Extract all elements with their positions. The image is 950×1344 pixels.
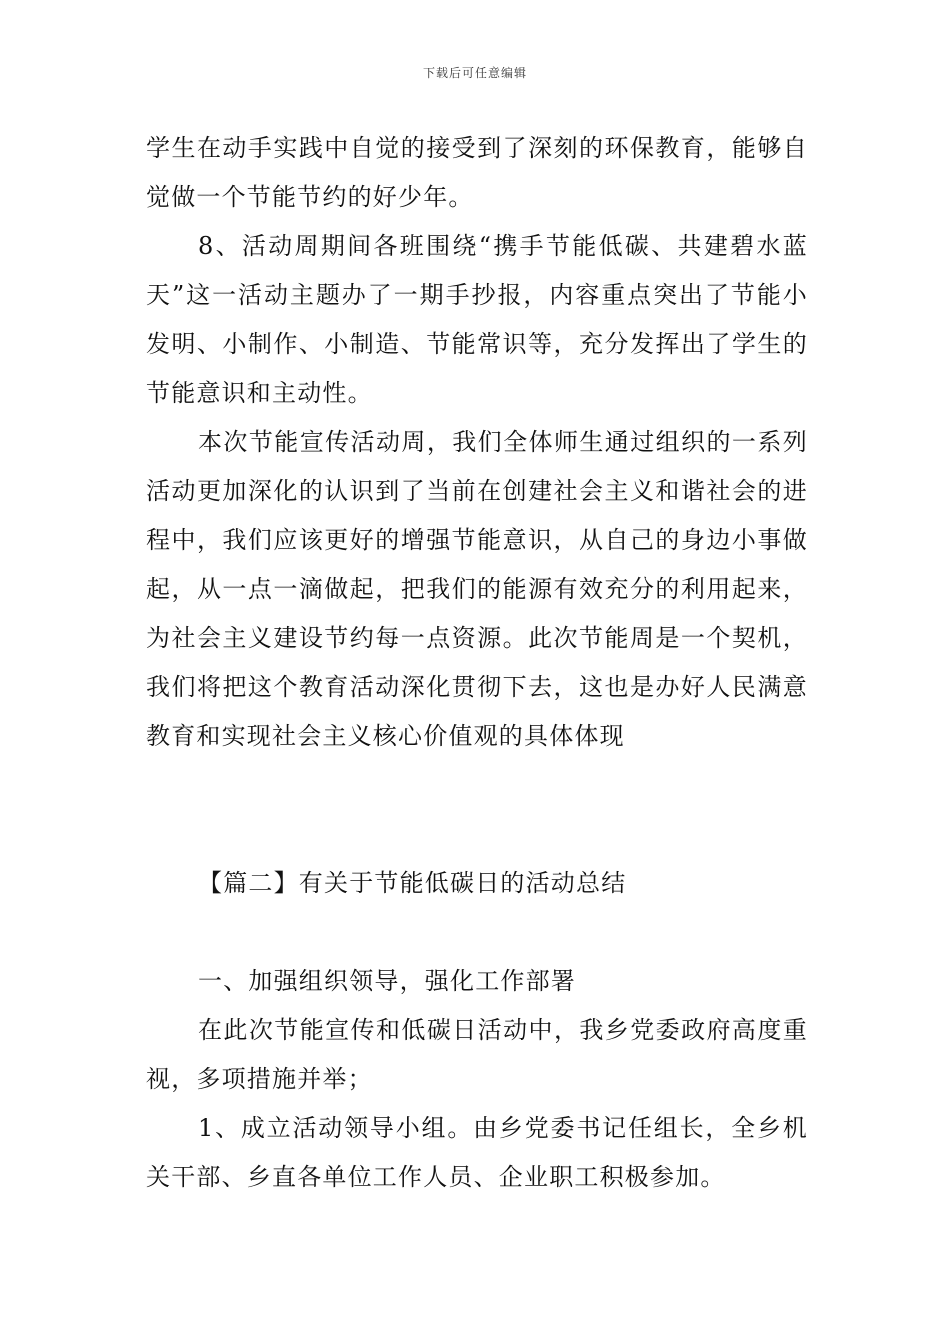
- heading-1: 一、加强组织领导，强化工作部署: [198, 967, 576, 995]
- section-title: 【篇二】有关于节能低碳日的活动总结: [198, 869, 627, 897]
- paragraph-1: 学生在动手实践中自觉的接受到了深刻的环保教育，能够自觉做一个节能节约的好少年。: [146, 134, 808, 211]
- spacer: [146, 908, 808, 957]
- spacer: [146, 761, 808, 859]
- page-header: 下载后可任意编辑: [422, 66, 527, 80]
- paragraph-3: 本次节能宣传活动周，我们全体师生通过组织的一系列活动更加深化的认识到了当前在创建社会主义和谐社会的进程中，我们应该更好的增强节能意识，从自己的身边小事做起，从一点一滴做起，把我们的能源有效充分的利用起来，为社会主义建设节约每一点资源。此次节能周是一个契机，我们将把这个教育活动深化贯彻下去，这也是办好人民满意教育和实现社会主义核心价值观的具体体现: [146, 428, 808, 750]
- paragraph-5: 1、成立活动领导小组。由乡党委书记任组长，全乡机关干部、乡直各单位工作人员、企业职工积极参加。: [146, 1114, 808, 1191]
- document-body: [146, 124, 808, 1202]
- paragraph-2: 8、活动周期间各班围绕“携手节能低碳、共建碧水蓝天”这一活动主题办了一期手抄报，内容重点突出了节能小发明、小制作、小制造、节能常识等，充分发挥出了学生的节能意识和主动性。: [146, 232, 808, 407]
- paragraph-4: 在此次节能宣传和低碳日活动中，我乡党委政府高度重视，多项措施并举；: [146, 1016, 808, 1093]
